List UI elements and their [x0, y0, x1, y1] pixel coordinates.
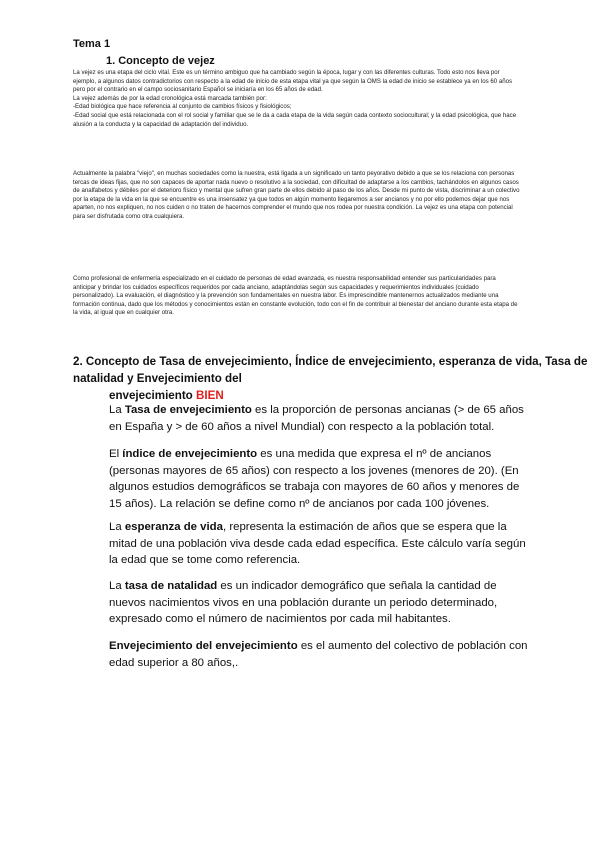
definition-text: es la proporción de personas ancianas (> de 65 años en España y > de 60 años a nivel Mundial) con respecto a la población total.	[109, 404, 524, 433]
document-heading-tema: Tema 1	[73, 38, 111, 50]
paragraph-text: La vejez es una etapa del ciclo vital. Este es un término ambiguo que ha cambiado según la época, lugar y con las diferentes culturas. Todo esto nos lleva por ejemplo, a algunos datos contradictorios con respecto a la edad de inicio de esta etapa vital ya que según la OMS la edad de inicio se establece ya en los 60 años pero por el contrario en el campo sociosanitario Español se iniciaría en los 65 años de edad.	[73, 69, 513, 94]
section-2-title	[73, 353, 593, 404]
definition-text: es el aumento del colectivo de población con edad superior a 80 años,.	[109, 640, 528, 669]
definition-text: , representa la estimación de años que se espera que la mitad de una población viva desde cada edad específica. Este cálculo varía según la edad que se tome como referencia.	[109, 521, 526, 566]
definition-text: es una medida que expresa el nº de ancianos (personas mayores de 65 años) con respecto a los jovenes (menores de 20). (En algunos estudios demográficos se trabaja con mayores de 60 años y menores de 15 años). La relación se define como nº de ancianos por cada 100 jóvenes.	[109, 448, 520, 510]
list-item: -Edad biológica que hace referencia al conjunto de cambios físicos y fisiológicos;	[73, 103, 292, 111]
paragraph-text: Actualmente la palabra "viejo", en muchas sociedades como la nuestra, está ligada a un significado un tanto peyorativo debido a que se los relaciona con personas tercas de ideas fijas, que no son capaces de aportar nada nuevo o resolutivo a la sociedad, con dificultad de adaptarse a los cambios, tachándolos en algunos casos de analfabetos y débiles por el deterioro físico y mental que sufren gran parte de ellos debido al paso de los años. Desde mi punto de vista, discriminar a un colectivo por la etapa de la vida en la que se encuentre es una insensatez ya que todos en algún momento llegaremos a ser ancianos y no por ello podemos dejar que nos aparten, no nos expliquen, no nos cuiden o no traten de hacernos comprender el mundo que nos rodea por nuestra condición. La vejez es una etapa con potencial para ser disfrutada como otra cualquiera.	[73, 170, 520, 220]
section-1-title: 1. Concepto de vejez	[106, 55, 215, 67]
definition-prefix: El	[109, 448, 123, 460]
paragraph-text: Como profesional de enfermería especializado en el cuidado de personas de edad avanzada, es nuestra responsabilidad entender sus particularidades para anticipar y brindar los cuidados específicos requeridos por cada anciano, adaptándolas según sus capacidades y requerimientos individuales (cuidado personalizado). La evaluación, el diagnóstico y la prevención son fundamentales en nuestra labor. Es imprescindible mantenernos actualizados mediante una formación continua, dado que los métodos y conocimientos están en constante evolución, todo con el fin de contribuir al bienestar del anciano durante esta etapa de la vida, al igual que en cualquier otra.	[73, 275, 518, 317]
definition-tasa-envejecimiento	[109, 402, 529, 435]
status-badge: BIEN	[196, 389, 224, 402]
definition-esperanza-vida	[109, 519, 529, 569]
definition-text: es un indicador demográfico que señala la cantidad de nuevos nacimientos vivos en una población durante un periodo determinado, expresado como el número de nacimientos por cada mil habitantes.	[109, 580, 498, 625]
definition-tasa-natalidad	[109, 578, 529, 628]
definition-term: esperanza de vida	[124, 521, 223, 533]
definition-prefix: La	[109, 580, 125, 592]
paragraph-palabra-viejo	[73, 170, 520, 222]
section-2-title-text: 2. Concepto de Tasa de envejecimiento, Índice de envejecimiento, esperanza de vida, Tasa de natalidad y Envejecimiento del	[73, 355, 588, 385]
paragraph-text: La vejez además de por la edad cronológica está marcada también por:	[73, 94, 267, 102]
definition-prefix: La	[109, 404, 125, 416]
section-2-title-sub-text: envejecimiento	[109, 389, 193, 402]
definition-term: Envejecimiento del envejecimiento	[109, 640, 298, 652]
list-item: -Edad social que está relacionada con el rol social y familiar que se le da a cada etapa de la vida según cada contexto sociocultural; y la edad psicológica, que hace alusión a la conducta y la capacidad de adaptación del individuo.	[73, 111, 517, 128]
definition-prefix: La	[109, 521, 125, 533]
paragraph-profesional-enfermeria	[73, 275, 520, 318]
paragraph-vejez-intro	[73, 69, 520, 129]
definition-indice-envejecimiento	[109, 446, 529, 512]
definition-envejecimiento-envejecimiento	[109, 638, 529, 671]
definition-term: Tasa de envejecimiento	[124, 404, 252, 416]
definition-term: tasa de natalidad	[124, 580, 218, 592]
definition-term: índice de envejecimiento	[122, 448, 258, 460]
